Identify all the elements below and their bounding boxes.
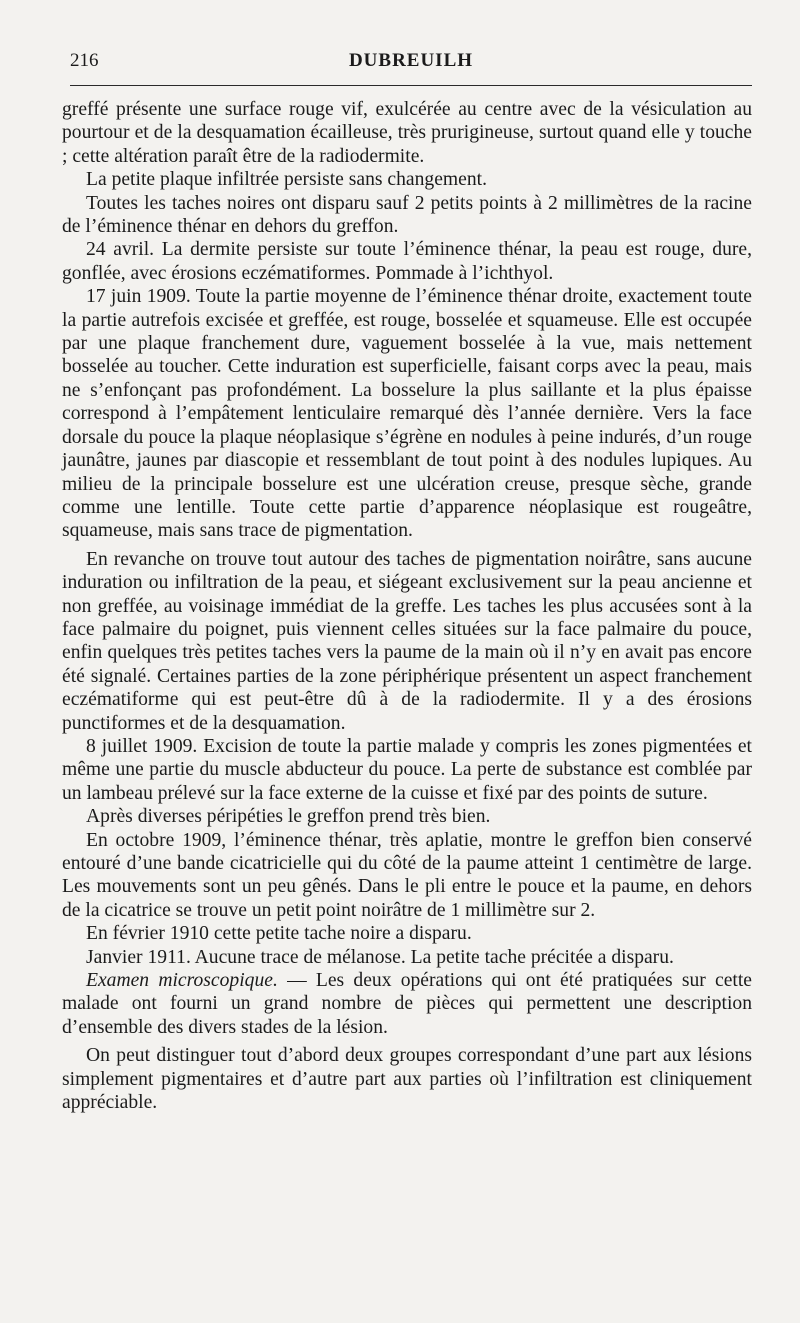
paragraph: En février 1910 cette petite tache noire a disparu. [86, 923, 472, 945]
paragraph-continued: greffé présente une surface rouge vif, exulcérée au centre avec de la vésiculation au pourtour et de la desquamation écailleuse, très prurigineuse, surtout quand elle y touche ; cette altération paraît être de la radiodermite. [62, 99, 752, 167]
header-rule [70, 85, 752, 86]
paragraph: 17 juin 1909. Toute la partie moyenne de l’éminence thénar droite, exactement toute la partie autrefois excisée et greffée, est rouge, bosselée et squameuse. Elle est occupée par une plaque franchement dure, vaguement bosselée à la vue, mais nettement bosselée au toucher. Cette induration est superficielle, faisant corps avec la peau, mais ne s’enfonçant pas profondément. La bosselure la plus saillante et la plus épaisse correspond à l’empâtement lenticulaire remarqué dès l’année dernière. Vers la face dorsale du pouce la plaque néoplasique s’égrène en nodules à peine indurés, d’un rouge jaunâtre, jaunes par diascopie et ressemblant de tout point à des nodules lupiques. Au milieu de la principale bosselure est une ulcération creuse, presque sèche, grande comme une lentille. Toute cette partie d’apparence néoplasique est rougeâtre, squameuse, mais sans trace de pigmentation. [62, 286, 752, 542]
paragraph: 8 juillet 1909. Excision de toute la partie malade y compris les zones pigmentées et même une partie du muscle abducteur du pouce. La perte de substance est comblée par un lambeau prélevé sur la face externe de la cuisse et fixé par des points de suture. [62, 735, 752, 804]
page-header [70, 46, 752, 72]
paragraph: La petite plaque infiltrée persiste sans changement. [86, 169, 487, 191]
paragraph: Toutes les taches noires ont disparu sauf 2 petits points à 2 millimètres de la racine de l’éminence thénar en dehors du greffon. [62, 192, 752, 238]
paragraph-examen [62, 969, 752, 1039]
paragraph: Janvier 1911. Aucune trace de mélanose. La petite tache précitée a disparu. [86, 946, 674, 968]
paragraph: 24 avril. La dermite persiste sur toute l’éminence thénar, la peau est rouge, dure, gonflée, avec érosions eczématiformes. Pommade à l’ichthyol. [62, 239, 752, 284]
paragraph: En revanche on trouve tout autour des taches de pigmentation noirâtre, sans aucune induration ou infiltration de la peau, et siégeant exclusivement sur la peau ancienne et non greffée, au voisinage immédiat de la greffe. Les taches les plus accusées sont à la face palmaire du poignet, puis viennent celles situées sur la face palmaire du pouce, enfin quelques très petites taches vers la paume de la main où il n’y en avait pas encore été signalé. Certaines parties de la zone périphérique présentent un aspect franchement eczématiforme qui est peut-être dû à de la radiodermite. Il y a des érosions punctiformes et de la desquamation. [62, 548, 752, 734]
paragraph: Après diverses péripéties le greffon prend très bien. [86, 806, 491, 828]
paragraph: On peut distinguer tout d’abord deux groupes correspondant d’une part aux lésions simplement pigmentaires et d’autre part aux parties où l’infiltration est cliniquement appréciable. [62, 1045, 752, 1114]
examen-text: — Les deux opérations qui ont été pratiquées sur cette malade ont fourni un grand nombre de pièces qui permettent une description d’ensemble des divers stades de la lésion. [62, 970, 752, 1038]
examen-label: Examen microscopique. [86, 970, 278, 992]
page-body [62, 98, 752, 1114]
paragraph: En octobre 1909, l’éminence thénar, très aplatie, montre le greffon bien conservé entouré d’une bande cicatricielle qui du côté de la paume atteint 1 centimètre de large. Les mouvements sont un peu gênés. Dans le pli entre le pouce et la paume, en dehors de la cicatrice se trouve un petit point noirâtre de 1 millimètre sur 2. [62, 829, 752, 921]
running-head: DUBREUILH [348, 50, 474, 71]
page-number: 216 [70, 50, 99, 71]
